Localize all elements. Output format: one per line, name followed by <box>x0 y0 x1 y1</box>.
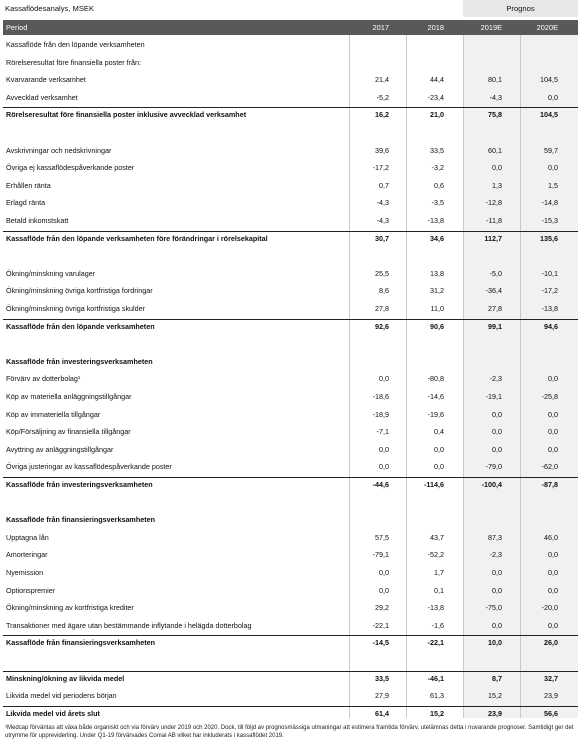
row-value: 46,0 <box>544 532 558 542</box>
row-label: Kassaflöde från investeringsverksamheten <box>6 356 153 366</box>
row-value: 56,6 <box>544 708 558 718</box>
row-value: 0,0 <box>492 568 502 577</box>
row-value: 31,2 <box>430 286 444 296</box>
row-label: Rörelseresultat före finansiella poster inklusive avvecklad verksamhet <box>6 110 247 120</box>
row-value: 0,0 <box>379 444 389 454</box>
row-label: Ökning/minskning av kortfristiga krediter <box>6 603 134 613</box>
row-value: -12,8 <box>485 198 502 208</box>
row-value: -18,9 <box>372 409 389 419</box>
subtotal-rule <box>3 671 578 672</box>
row-label: Likvida medel vid årets slut <box>6 708 100 718</box>
row-value: 0,0 <box>548 427 558 437</box>
row-value: -80,8 <box>427 374 444 384</box>
row-value: 0,0 <box>434 444 444 454</box>
row-value: 61,4 <box>375 708 389 718</box>
row-value: 0,0 <box>548 620 558 630</box>
period-header: Period <box>6 23 28 32</box>
row-value: -5,0 <box>489 268 502 278</box>
row-value: 0,0 <box>548 585 558 595</box>
row-label: Nyemission <box>6 568 44 577</box>
row-label: Kassaflöde från finansieringsverksamheten <box>6 515 155 525</box>
row-value: 15,2 <box>430 708 444 718</box>
row-value: -10,1 <box>541 268 558 278</box>
row-value: -22,1 <box>427 638 444 648</box>
row-value: 0,7 <box>379 180 389 190</box>
row-value: 0,0 <box>379 568 389 577</box>
row-label: Ökning/minskning övriga kortfristiga skulder <box>6 304 146 313</box>
row-value: -1,6 <box>431 620 444 630</box>
year-header-2018: 2018 <box>427 23 444 32</box>
row-label: Köp/Försäljning av finansiella tillgångar <box>6 427 131 437</box>
row-value: 0,0 <box>434 462 444 472</box>
row-value: 29,2 <box>375 603 389 613</box>
row-label: Kassaflöde från den löpande verksamheten <box>6 40 145 49</box>
row-value: 0,6 <box>434 180 444 190</box>
row-value: 92,6 <box>375 321 389 331</box>
row-value: 0,0 <box>379 462 389 472</box>
row-value: 112,7 <box>484 233 502 243</box>
row-label: Avyttring av anläggningstillgångar <box>6 444 114 454</box>
row-label: Upptagna lån <box>6 532 49 542</box>
row-value: 0,0 <box>379 585 389 595</box>
row-value: 0,0 <box>492 163 502 173</box>
row-value: 104,5 <box>540 110 558 120</box>
row-value: 1,7 <box>434 568 444 577</box>
row-value: 87,3 <box>488 532 502 542</box>
row-value: 39,6 <box>375 145 389 155</box>
row-value: 44,4 <box>430 75 444 85</box>
row-label: Övriga justeringar av kassaflödespåverkande poster <box>6 462 172 472</box>
row-value: 8,7 <box>492 673 502 683</box>
page-title: Kassaflödesanalys, MSEK <box>5 4 95 13</box>
row-value: 0,0 <box>379 374 389 384</box>
row-value: 27,8 <box>488 304 502 313</box>
row-value: 26,0 <box>544 638 558 648</box>
row-value: 32,7 <box>544 673 558 683</box>
row-value: -5,2 <box>376 92 389 102</box>
row-value: 0,1 <box>434 585 444 595</box>
row-value: -87,8 <box>541 480 558 489</box>
row-value: 104,5 <box>540 75 558 85</box>
row-value: 1,5 <box>548 180 558 190</box>
row-value: -2,3 <box>489 374 502 384</box>
row-value: 94,6 <box>544 321 558 331</box>
subtotal-rule <box>3 231 578 232</box>
row-value: -13,8 <box>427 603 444 613</box>
row-value: 16,2 <box>375 110 389 120</box>
row-value: 8,6 <box>379 286 389 296</box>
row-value: -17,2 <box>372 163 389 173</box>
row-value: 0,0 <box>548 163 558 173</box>
row-value: 25,5 <box>375 268 389 278</box>
row-value: 23,9 <box>544 691 558 701</box>
row-value: 57,5 <box>375 532 389 542</box>
row-value: 27,8 <box>375 304 389 313</box>
row-value: -52,2 <box>427 550 444 560</box>
row-value: -20,0 <box>541 603 558 613</box>
row-value: -4,3 <box>376 216 389 225</box>
row-value: -14,5 <box>372 638 389 648</box>
row-label: Kassaflöde från investeringsverksamheten <box>6 480 153 489</box>
row-label: Transaktioner med ägare utan bestämmande inflytande i helägda dotterbolag <box>6 620 252 630</box>
row-value: -3,2 <box>431 163 444 173</box>
row-label: Kassaflöde från den löpande verksamheten före förändringar i rörelsekapital <box>6 233 268 243</box>
row-value: 13,8 <box>430 268 444 278</box>
row-value: 1,3 <box>492 180 502 190</box>
row-value: -23,4 <box>427 92 444 102</box>
row-label: Förvärv av dotterbolag¹ <box>6 374 81 384</box>
footnote: ¹Medcap förväntas att växa både organiskt och via förvärv under 2019 och 2020. Dock, till följd av prognosmässiga utmaningar att estimera framtida förvärv, utelämnas detta i nuvarande prognoser. Samtidigt ger det utrymme för uppreviderling. Under Q1-19 förvärvades Comai AB vilket har inkluderats i kassaflödet 2019. <box>5 725 574 739</box>
row-label: Betald inkomstskatt <box>6 216 69 225</box>
row-value: 21,0 <box>430 110 444 120</box>
row-value: 0,0 <box>548 374 558 384</box>
row-label: Kassaflöde från den löpande verksamheten <box>6 321 155 331</box>
row-value: 27,9 <box>375 691 389 701</box>
row-value: -13,8 <box>541 304 558 313</box>
year-header-2019e: 2019E <box>480 23 502 32</box>
row-value: -79,1 <box>372 550 389 560</box>
row-value: 33,5 <box>430 145 444 155</box>
row-value: 11,0 <box>430 304 444 313</box>
row-label: Amorteringar <box>6 550 48 560</box>
subtotal-rule <box>3 477 578 478</box>
row-value: 61,3 <box>430 691 444 701</box>
row-label: Avvecklad verksamhet <box>6 92 78 102</box>
row-value: -14,6 <box>427 392 444 401</box>
row-value: 0,0 <box>492 620 502 630</box>
row-label: Likvida medel vid periodens början <box>6 691 117 701</box>
row-value: 0,0 <box>548 568 558 577</box>
row-label: Ökning/minskning varulager <box>6 268 96 278</box>
row-value: 0,0 <box>548 444 558 454</box>
row-value: 135,6 <box>540 233 558 243</box>
row-label: Optionspremier <box>6 585 56 595</box>
row-value: -114,6 <box>424 480 444 489</box>
row-value: -36,4 <box>485 286 502 296</box>
subtotal-rule <box>3 107 578 108</box>
row-label: Erlagd ränta <box>6 198 46 208</box>
row-label: Kassaflöde från finansieringsverksamheten <box>6 638 155 648</box>
row-label: Avskrivningar och nedskrivningar <box>6 145 112 155</box>
row-value: -4,3 <box>489 92 502 102</box>
prognos-label: Prognos <box>463 0 578 17</box>
row-value: 15,2 <box>488 691 502 701</box>
row-label: Rörelseresultat före finansiella poster från: <box>6 57 142 67</box>
row-value: 60,1 <box>488 145 502 155</box>
row-value: -18,6 <box>372 392 389 401</box>
row-value: -14,8 <box>541 198 558 208</box>
row-value: 0,0 <box>492 444 502 454</box>
year-header-2017: 2017 <box>372 23 389 32</box>
row-value: -46,1 <box>427 673 444 683</box>
row-value: -17,2 <box>541 286 558 296</box>
row-label: Övriga ej kassaflödespåverkande poster <box>6 163 135 173</box>
row-value: 33,5 <box>375 673 389 683</box>
row-value: 0,0 <box>548 92 558 102</box>
row-label: Minskning/ökning av likvida medel <box>6 673 125 683</box>
row-value: 59,7 <box>544 145 558 155</box>
row-value: -2,3 <box>489 550 502 560</box>
row-value: 0,0 <box>548 409 558 419</box>
row-label: Kvarvarande verksamhet <box>6 75 86 85</box>
row-value: 90,6 <box>430 321 444 331</box>
row-value: 43,7 <box>430 532 444 542</box>
row-value: -75,0 <box>485 603 502 613</box>
row-value: 23,9 <box>488 708 502 718</box>
row-value: -19,1 <box>485 392 502 401</box>
row-value: 0,0 <box>492 409 502 419</box>
row-value: 80,1 <box>488 75 502 85</box>
row-value: -13,8 <box>427 216 444 225</box>
row-value: -100,4 <box>481 480 502 489</box>
subtotal-rule <box>3 706 578 707</box>
row-value: 75,8 <box>488 110 502 120</box>
row-value: 34,6 <box>430 233 444 243</box>
row-label: Ökning/minskning övriga kortfristiga fordringar <box>6 286 153 296</box>
row-value: 10,0 <box>488 638 502 648</box>
row-label: Erhållen ränta <box>6 180 51 190</box>
row-value: -3,5 <box>431 198 444 208</box>
row-value: -19,6 <box>427 409 444 419</box>
row-value: 30,7 <box>375 233 389 243</box>
row-value: 0,0 <box>548 550 558 560</box>
row-value: -15,3 <box>541 216 558 225</box>
row-value: -22,1 <box>372 620 389 630</box>
row-value: -4,3 <box>376 198 389 208</box>
row-label: Köp av materiella anläggningstillgångar <box>6 392 132 401</box>
row-value: 0,0 <box>492 585 502 595</box>
year-header-2020e: 2020E <box>536 23 558 32</box>
row-value: -11,8 <box>486 216 502 225</box>
row-value: -7,1 <box>376 427 389 437</box>
table-header <box>3 20 578 35</box>
row-value: 0,0 <box>492 427 502 437</box>
row-value: -62,0 <box>541 462 558 472</box>
row-value: 21,4 <box>375 75 389 85</box>
row-value: 0,4 <box>434 427 444 437</box>
subtotal-rule <box>3 635 578 636</box>
subtotal-rule <box>3 319 578 320</box>
row-value: -79,0 <box>485 462 502 472</box>
row-value: 99,1 <box>488 321 502 331</box>
row-label: Köp av immateriella tillgångar <box>6 409 101 419</box>
row-value: -25,8 <box>541 392 558 401</box>
row-value: -44,6 <box>372 480 389 489</box>
